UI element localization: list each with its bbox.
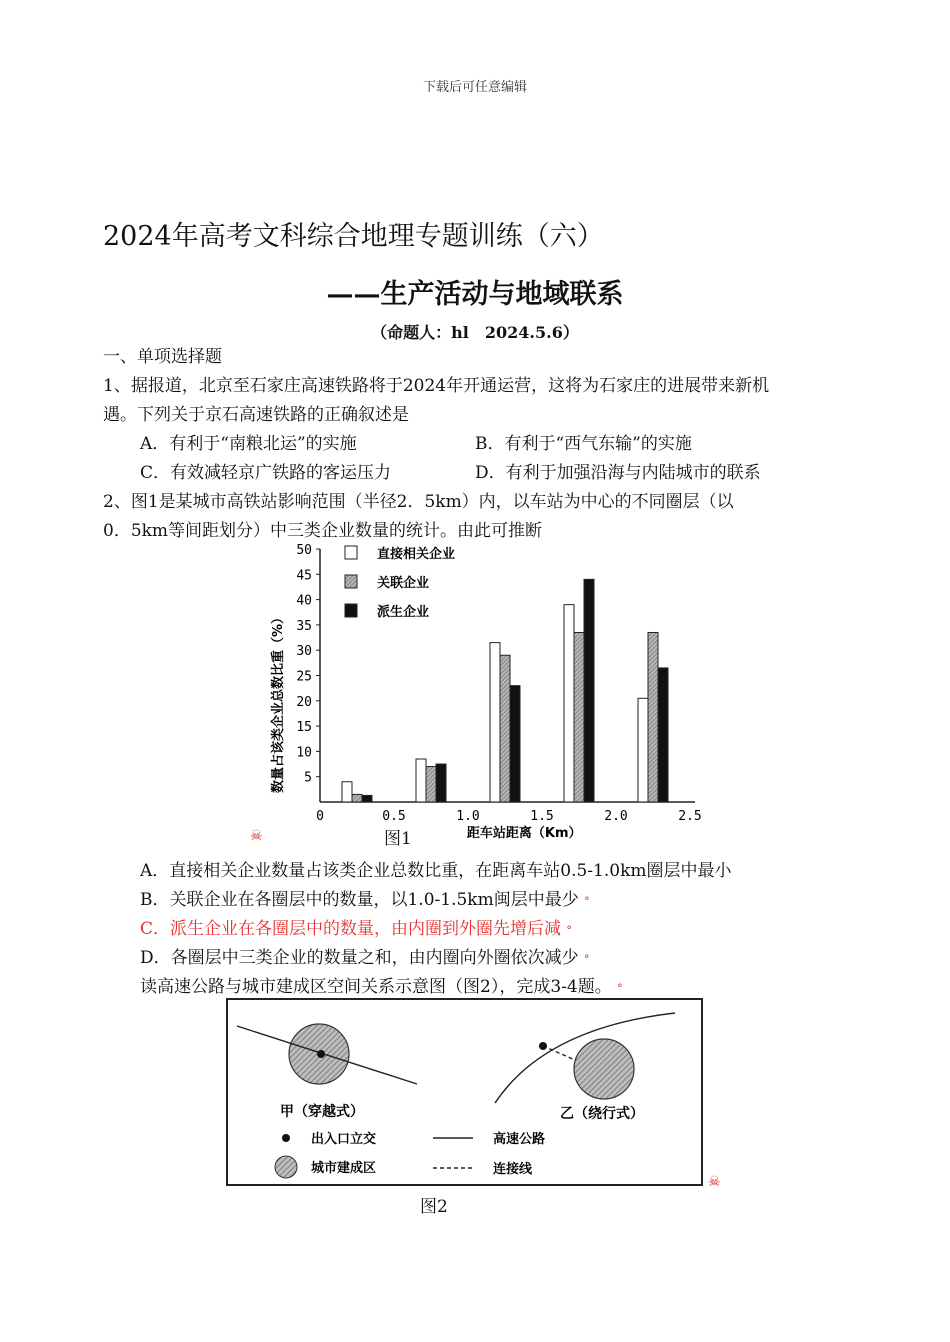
label-a: 甲（穿越式） [280, 1104, 364, 1120]
fig1-caption: 图1 [384, 829, 412, 849]
legend-swatch [345, 546, 357, 559]
q1-option-c: C．有效减轻京广铁路的客运压力 [140, 463, 392, 483]
interchange-a [317, 1050, 325, 1058]
edit-mark-icon: ☠ [250, 828, 263, 844]
bar-derived [658, 668, 668, 802]
q1-option-d: D．有利于加强沿海与内陆城市的联系 [475, 463, 761, 483]
x-tick-label: 1.0 [456, 809, 480, 824]
bar-derived [436, 764, 446, 802]
y-tick-label: 30 [296, 644, 312, 660]
fig1-chart [265, 540, 725, 850]
bar-related [648, 632, 658, 802]
bar-direct [490, 643, 500, 802]
x-tick-label: 0.5 [382, 809, 406, 824]
read-instruction-mark: ° [617, 982, 623, 995]
y-tick-label: 20 [296, 694, 312, 710]
bar-related [352, 794, 362, 802]
q1-stem-line1: 1、据报道，北京至石家庄高速铁路将于2024年开通运营，这将为石家庄的进展带来新机 [103, 376, 770, 396]
y-tick-label: 40 [296, 593, 312, 609]
q2-option-a: A．直接相关企业数量占该类企业总数比重，在距离车站0.5-1.0km圈层中最小 [140, 861, 732, 881]
fig2-frame [227, 999, 702, 1185]
y-axis-label: 数量占该类企业总数比重（%） [271, 610, 286, 794]
bar-derived [362, 795, 372, 802]
bar-derived [510, 686, 520, 802]
y-tick-label: 10 [296, 745, 312, 761]
legend-interchange-icon [282, 1134, 290, 1142]
legend-city: 城市建成区 [311, 1161, 377, 1176]
q1-stem-line2: 遇。下列关于京石高速铁路的正确叙述是 [103, 405, 409, 425]
q2-option-b-text: B．关联企业在各圈层中的数量，以1.0-1.5km闽层中最少 [140, 890, 579, 910]
y-tick-label: 5 [304, 770, 312, 786]
y-tick-label: 25 [296, 669, 312, 685]
y-tick-label: 50 [296, 543, 312, 558]
legend-label: 直接相关企业 [377, 547, 456, 562]
subtitle-text: ——生产活动与地域联系 [326, 279, 624, 310]
document-title: 2024年高考文科综合地理专题训练（六） [103, 221, 604, 252]
legend-label: 派生企业 [377, 605, 430, 620]
legend-swatch [345, 604, 357, 617]
edit-mark-icon-2: ☠ [708, 1174, 721, 1190]
read-instruction-text: 读高速公路与城市建成区空间关系示意图（图2），完成3-4题。 [140, 977, 612, 997]
y-tick-label: 45 [296, 568, 312, 584]
y-tick-label: 35 [296, 618, 312, 634]
label-b: 乙（绕行式） [560, 1106, 644, 1122]
x-tick-label: 1.5 [530, 809, 554, 824]
x-axis-label: 距车站距离（Km） [466, 826, 582, 841]
q2-option-c [140, 915, 572, 945]
legend-swatch [345, 575, 357, 588]
document-subtitle [0, 272, 950, 311]
city-area-b [574, 1039, 634, 1099]
legend-link: 连接线 [493, 1162, 533, 1177]
page-header: 下载后可任意编辑 [422, 80, 527, 95]
y-tick-label: 15 [296, 720, 312, 736]
bar-direct [638, 698, 648, 802]
x-tick-label: 2.0 [604, 809, 628, 824]
bar-related [500, 655, 510, 802]
q2-stem-line2: 0．5km等间距划分）中三类企业数量的统计。由此可推断 [103, 521, 543, 541]
legend-label: 关联企业 [377, 576, 430, 591]
fig2-caption: 图2 [420, 1197, 448, 1217]
q2-stem-line1: 2、图1是某城市高铁站影响范围（半径2．5km）内，以车站为中心的不同圈层（以 [103, 492, 734, 512]
author-line: （命题人：hl 2024.5.6） [371, 323, 579, 342]
bar-related [574, 632, 584, 802]
fig2-diagram [225, 998, 705, 1188]
bar-derived [584, 579, 594, 802]
section-heading: 一、单项选择题 [103, 347, 222, 367]
bar-direct [342, 782, 352, 802]
q2-option-d-mark: ° [584, 953, 590, 966]
q1-option-a: A．有利于“南粮北运”的实施 [140, 434, 357, 454]
q2-option-c-mark: ° [566, 924, 572, 937]
interchange-b [539, 1042, 547, 1050]
legend-interchange: 出入口立交 [311, 1132, 377, 1147]
x-tick-label: 2.5 [678, 809, 702, 824]
q2-option-c-text: C．派生企业在各圈层中的数量，由内圈到外圈先增后减 [140, 919, 562, 939]
legend-highway: 高速公路 [493, 1132, 546, 1147]
bar-related [426, 767, 436, 802]
q2-option-d-text: D．各圈层中三类企业的数量之和，由内圈向外圈依次减少 [140, 948, 579, 968]
q1-option-b: B．有利于“西气东输”的实施 [475, 434, 692, 454]
legend-city-icon [275, 1156, 297, 1178]
q2-option-b-mark: ° [584, 895, 590, 908]
bar-direct [416, 759, 426, 802]
x-tick-label: 0 [316, 809, 324, 824]
q2-option-b [140, 886, 590, 916]
q2-option-d [140, 944, 590, 974]
bar-direct [564, 605, 574, 802]
